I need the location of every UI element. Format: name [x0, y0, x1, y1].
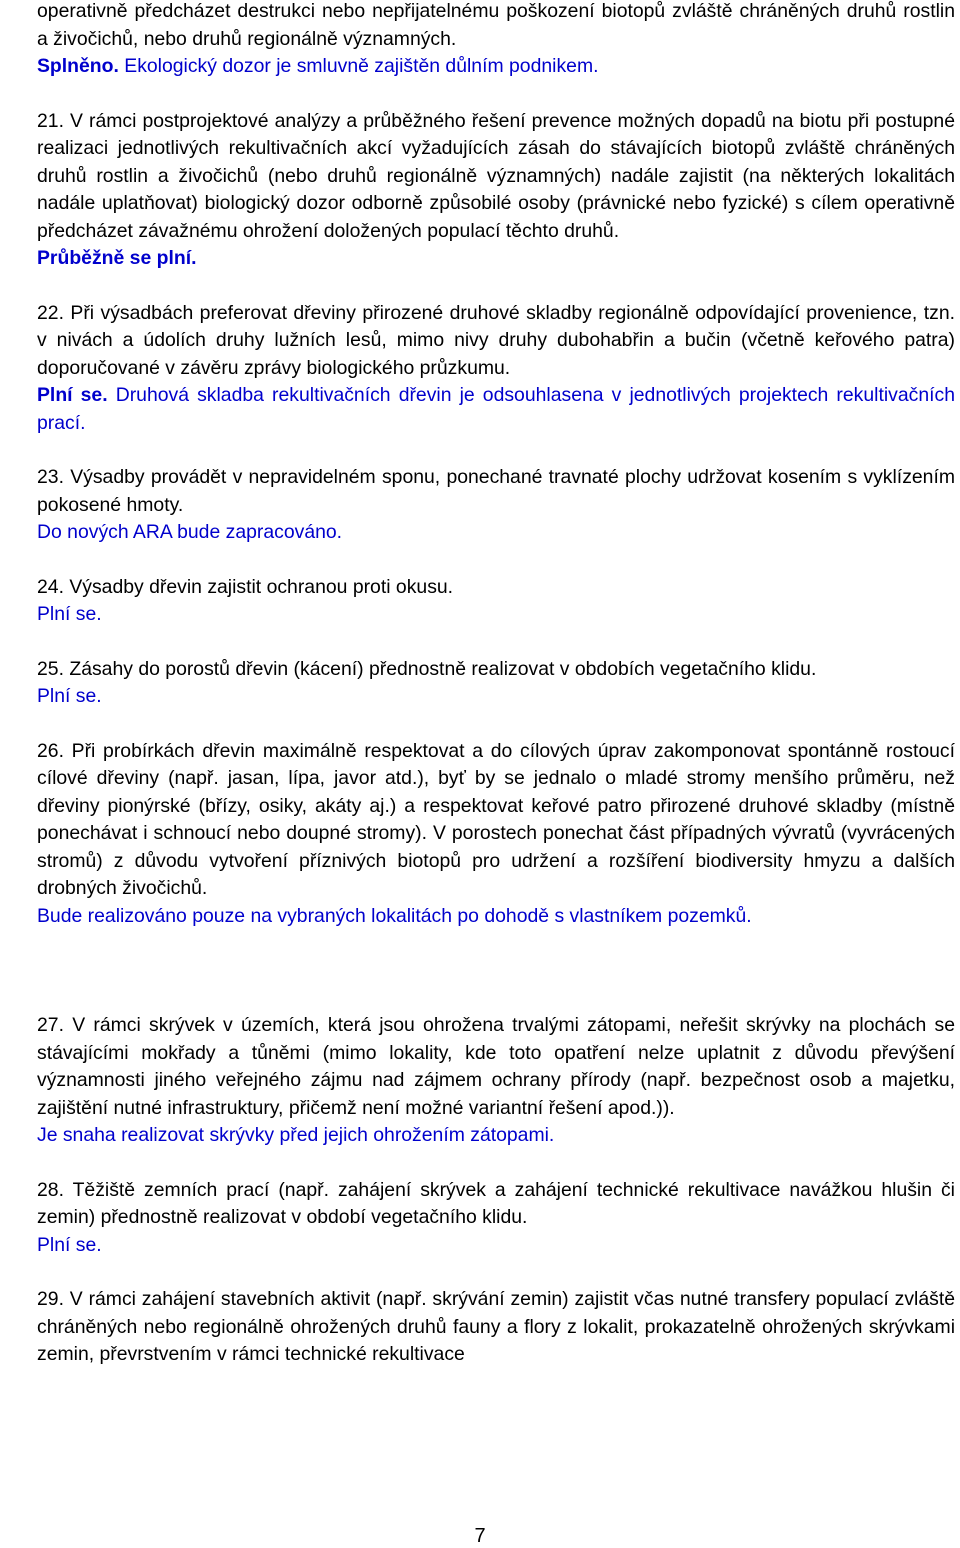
intro-response-status: Splněno.	[37, 55, 119, 77]
item-text: Zásahy do porostů dřevin (kácení) přednostně realizovat v obdobích vegetačního klidu.	[63, 657, 817, 680]
intro-response-text: Ekologický dozor je smluvně zajištěn důlním podnikem.	[118, 55, 599, 77]
list-item	[37, 300, 955, 438]
item-number: 23.	[37, 466, 64, 488]
item-response-status: Plní se.	[37, 685, 102, 707]
document-page	[37, 0, 955, 1369]
item-number: 29.	[37, 1288, 64, 1310]
item-number: 22.	[37, 301, 64, 324]
item-response-text: Plní se.	[37, 1233, 102, 1256]
item-number: 25.	[37, 657, 64, 680]
item-response-status: Plní se.	[37, 603, 102, 625]
list-item	[37, 1177, 955, 1260]
item-number: 28.	[37, 1178, 64, 1201]
list-item	[37, 656, 955, 711]
item-text: Při probírkách dřevin maximálně respektovat a do cílových úprav zakomponovat spontánně rostoucí cílové dřeviny (např. jasan, lípa, javor atd.), byť by se jednalo o mladé stromy menšího průměru, než dřeviny pionýrské (břízy, osiky, akáty aj.) a respektovat keřové patro přirozené druhové skladby (místně ponechávat i schnoucí nebo doupné stromy). V porostech ponechat část případných vývratů (vyvrácených stromů) z důvodu vytvoření příznivých biotopů pro udržení a rozšíření biodiversity hmyzu a dalších drobných živočichů.	[37, 739, 955, 899]
list-item	[37, 464, 955, 547]
item-response-text: Je snaha realizovat skrývky před jejich ohrožením zátopami.	[37, 1124, 555, 1146]
item-text: V rámci zahájení stavebních aktivit (např. skrývání zemin) zajistit včas nutné transfery populací zvláště chráněných nebo regionálně ohrožených druhů fauny a flory z lokalit, prokazatelně ohrožených skrývkami zemin, převrstvením v rámci technické rekultivace	[37, 1288, 955, 1365]
list-item	[37, 738, 955, 931]
item-response-text: Do nových ARA bude zapracováno.	[37, 521, 343, 543]
list-item	[37, 1012, 955, 1150]
item-text: Výsadby provádět v nepravidelném sponu, ponechané travnaté plochy udržovat kosením s vyklízením pokosené hmoty.	[37, 466, 955, 516]
intro-paragraph	[37, 0, 955, 81]
item-response-text: Druhová skladba rekultivačních dřevin je odsouhlasena v jednotlivých projektech rekultivačních prací.	[37, 384, 955, 434]
list-item	[37, 108, 955, 273]
item-response-text: Bude realizováno pouze na vybraných lokalitách po dohodě s vlastníkem pozemků.	[37, 904, 752, 927]
page-number: 7	[474, 1525, 486, 1547]
item-number: 26.	[37, 739, 64, 762]
item-number: 24.	[37, 575, 64, 598]
item-text: Při výsadbách preferovat dřeviny přirozené druhové skladby regionálně odpovídající provenience, tzn. v nivách a údolích druhy lužních lesů, mimo nivy druhy dubohabřin a bučin (včetně keřového patra) doporučované v závěru zprávy biologického průzkumu.	[37, 301, 955, 379]
item-response-status: Průběžně se plní.	[37, 247, 197, 269]
item-text: V rámci skrývek v územích, která jsou ohrožena trvalými zátopami, neřešit skrývky na plochách se stávajícími mokřady a tůněmi (mimo lokality, kde toto opatření nelze uplatnit z důvodu převýšení významnosti jiného veřejného zájmu nad zájmem ochrany přírody (např. bezpečnost osob a majetku, zajištění nutné infrastruktury, přičemž není možné variantní řešení apod.)).	[37, 1014, 955, 1119]
item-number: 27.	[37, 1014, 64, 1036]
list-item	[37, 1286, 955, 1369]
item-response-status: Plní se.	[37, 384, 108, 406]
item-number: 21.	[37, 109, 64, 132]
item-text: V rámci postprojektové analýzy a průběžného řešení prevence možných dopadů na biotu při postupné realizaci jednotlivých rekultivačních akcí vyžadujících zásah do stávajících biotopů zvláště chráněných druhů rostlin a živočichů (nebo druhů regionálně významných) nadále zajistit (na některých lokalitách nadále uplatňovat) biologický dozor odborně způsobilé osoby (právnické nebo fyzické) s cílem operativně předcházet závažnému ohrožení doložených populací těchto druhů.	[37, 109, 955, 242]
list-item	[37, 574, 955, 629]
item-text: Těžiště zemních prací (např. zahájení skrývek a zahájení technické rekultivace navážkou hlušin či zemin) přednostně realizovat v období vegetačního klidu.	[37, 1178, 955, 1228]
item-text: Výsadby dřevin zajistit ochranou proti okusu.	[63, 575, 454, 598]
intro-text: operativně předcházet destrukci nebo nepřijatelnému poškození biotopů zvláště chráněných druhů rostlin a živočichů, nebo druhů regionálně významných.	[37, 0, 955, 50]
